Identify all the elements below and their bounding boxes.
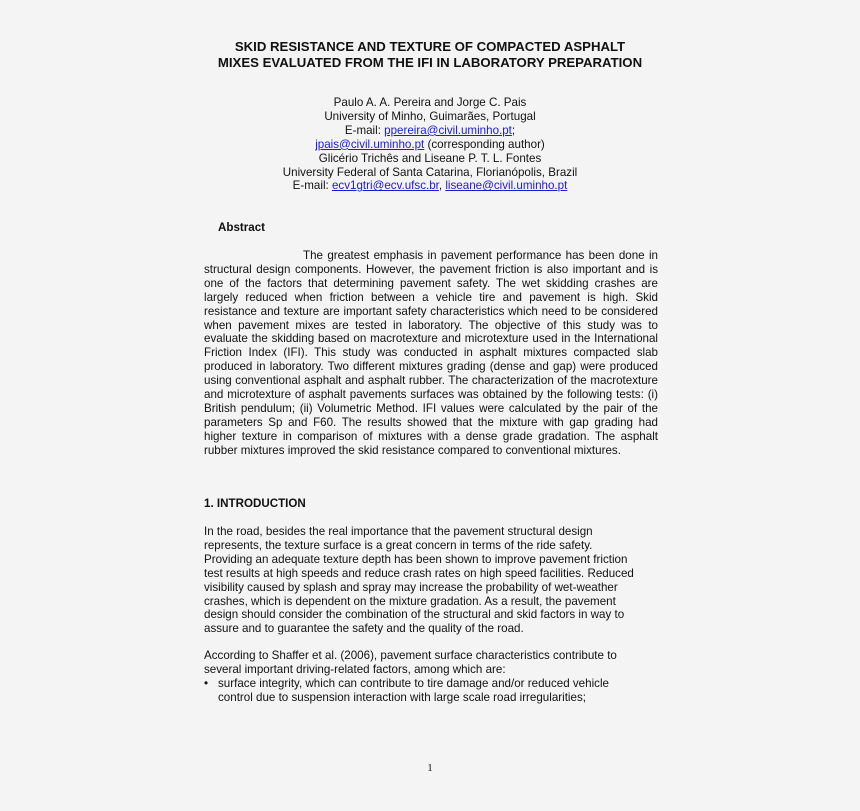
email-link-ecv1gtri[interactable]: ecv1gtri@ecv.ufsc.br [331,179,439,193]
abstract-text: The greatest emphasis in pavement performance has been done in structural design components. However, the pavement friction is also important and is one of the factors that determining pavement safety. The wet skidding crashes are largely reduced when friction between a vehicle tire and pavement is high. Skid resistance and texture are important safety characteristics which need to be considered when pavement mixes are tested in laboratory. The objective of this study was to evaluate the skidding based on macrotexture and microtexture used in the International Friction Index (IFI). This study was conducted in asphalt mixtures compacted slab produced in laboratory. Two different mixtures grading (dense and gap) were produced using conventional asphalt and asphalt rubber. The characterization of the macrotexture and microtexture of asphalt pavements surfaces was obtained by the following tests: (i) British pendulum; (ii) Volumetric Method. IFI values were calculated by the pair of the parameters Sp and F60. The results showed that the mixture with gap grading had higher texture in comparison of mixtures with a dense grade gradation. The asphalt rubber mixtures improved the skid resistance compared to conventional mixtures. [204,249,658,457]
paragraph-line: In the road, besides the real importance that the pavement structural design [204,525,593,538]
paragraph-line: crashes, which is dependent on the mixture gradation. As a result, the pavement [204,594,616,608]
page-number: 1 [427,762,433,774]
paragraph-line: According to Shaffer et al. (2006), pavement surface characteristics contribute to [204,649,617,662]
paragraph-line: visibility caused by splash and spray may increase the probability of wet-weather [204,580,618,594]
author-block [0,96,860,193]
abstract-heading: Abstract [218,221,266,234]
email-label: E-mail: [344,123,385,137]
paragraph-line: test results at high speeds and reduce crash rates on high speed facilities. Reduced [204,566,634,580]
title-line-1: SKID RESISTANCE AND TEXTURE OF COMPACTED ASPHALT [234,39,626,54]
abstract-body [204,249,658,458]
paragraph-line: Providing an adequate texture depth has been shown to improve pavement friction [204,552,628,566]
author-names-2: Glicério Trichês and Liseane P. T. L. Fontes [318,151,542,165]
bullet-icon: • [204,676,209,690]
paper-title [0,39,860,71]
section-heading-introduction: 1. INTRODUCTION [204,497,306,510]
corresponding-note: (corresponding author) [424,137,545,151]
affiliation-2: University Federal of Santa Catarina, Florianópolis, Brazil [282,165,578,179]
intro-paragraph-2 [204,649,658,705]
paragraph-line: assure and to guarantee the safety and the quality of the road. [204,622,524,636]
paragraph-line: design should consider the combination of the structural and skid factors in way to [204,608,625,622]
email-link-liseane[interactable]: liseane@civil.uminho.pt [445,179,568,193]
paragraph-line: represents, the texture surface is a great concern in terms of the ride safety. [204,538,593,552]
title-line-2: MIXES EVALUATED FROM THE IFI IN LABORATORY PREPARATION [217,55,643,70]
email-line-3 [0,179,860,193]
email-line-2 [0,138,860,152]
email-link-jpais[interactable]: jpais@civil.uminho.pt [315,137,425,151]
paragraph-line: several important driving-related factors, among which are: [204,662,506,676]
email-line-1 [0,124,860,138]
email-separator: ; [511,123,516,137]
intro-paragraph-1 [204,525,658,636]
email-link-ppereira[interactable]: ppereira@civil.uminho.pt [384,123,512,137]
author-names-1: Paulo A. A. Pereira and Jorge C. Pais [333,96,527,109]
bullet-line: surface integrity, which can contribute to tire damage and/or reduced vehicle [218,676,609,690]
email-separator: , [438,179,446,193]
email-label: E-mail: [292,179,332,193]
affiliation-1: University of Minho, Guimarães, Portugal [324,109,536,123]
bullet-item [204,677,658,705]
bullet-line: control due to suspension interaction with large scale road irregularities; [218,690,586,704]
